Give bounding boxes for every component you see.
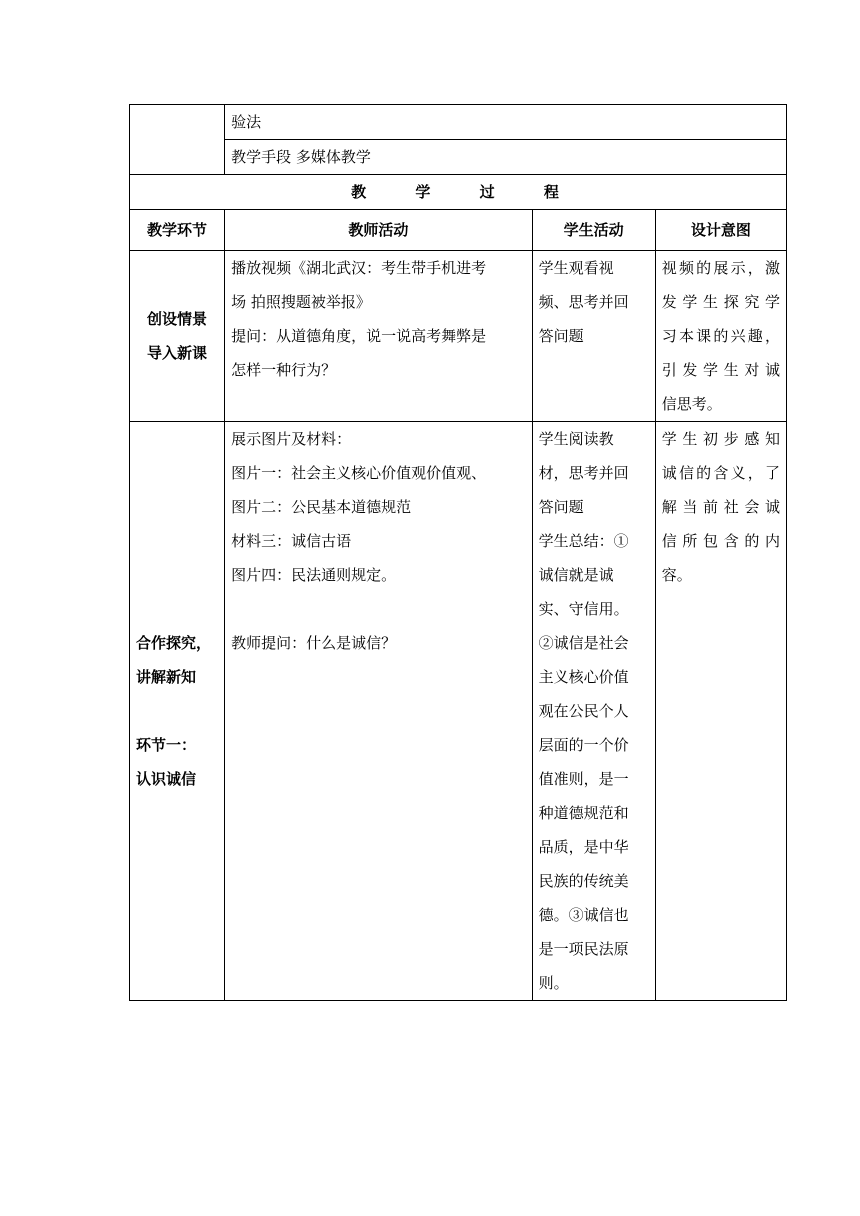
- intent-explore-line: 学生初步感知: [661, 430, 780, 448]
- teacher-intro-line: 提问：从道德角度，说一说高考舞弊是: [231, 327, 487, 345]
- student-intro-line: 答问题: [538, 327, 584, 345]
- student-explore: [532, 422, 655, 1001]
- teacher-question: 教师提问：什么是诚信？: [231, 634, 397, 652]
- student-explore-line: 种道德规范和: [538, 804, 629, 822]
- teacher-intro-line: 怎样一种行为？: [231, 361, 337, 379]
- intent-intro: [655, 251, 786, 422]
- teacher-explore-line: 材料三：诚信古语: [231, 532, 352, 550]
- stage-intro: [130, 251, 225, 422]
- student-explore-line: 值准则，是一: [538, 770, 629, 788]
- stage-intro-line: 导入新课: [147, 344, 208, 362]
- student-explore-line: 品质，是中华: [538, 838, 629, 856]
- stage-intro-line: 创设情景: [147, 310, 208, 328]
- student-explore-line: 民族的传统美: [538, 872, 629, 890]
- student-explore-line: 则。: [538, 974, 569, 992]
- blank-label-cell: [130, 105, 225, 175]
- method-row: [130, 105, 787, 140]
- student-explore-line: 学生总结：①: [538, 532, 629, 550]
- intent-explore-line: 容。: [661, 566, 692, 584]
- teacher-intro: [225, 251, 532, 422]
- stage-explore-line: 认识诚信: [136, 770, 197, 788]
- teacher-explore: [225, 422, 532, 1001]
- header-stage: 教学环节: [130, 210, 225, 251]
- teacher-explore-line: 图片一：社会主义核心价值观价值观、: [231, 464, 487, 482]
- teacher-explore-line: 图片四：民法通则规定。: [231, 566, 397, 584]
- stage-explore-line: 环节一：: [136, 736, 197, 754]
- intent-intro-line: 引发学生对诚: [661, 361, 780, 379]
- intent-explore-line: 解当前社会诚: [661, 498, 780, 516]
- student-explore-line: 材，思考并回: [538, 464, 629, 482]
- student-explore-line: 学生阅读教: [538, 430, 614, 448]
- intent-intro-line: 视频的展示，激: [661, 259, 780, 277]
- teacher-intro-line: 播放视频《湖北武汉：考生带手机进考: [231, 259, 487, 277]
- intent-explore-line: 诚信的含义，了: [661, 464, 780, 482]
- student-explore-line: ②诚信是社会: [538, 634, 629, 652]
- stage-explore-line: 合作探究，: [136, 634, 212, 652]
- student-intro-line: 学生观看视: [538, 259, 614, 277]
- section-title: 教 学 过 程: [130, 175, 787, 210]
- student-explore-line: 主义核心价值: [538, 668, 629, 686]
- teaching-means-cell: 教学手段 多媒体教学: [225, 140, 787, 175]
- intent-intro-line: 发学生探究学: [661, 293, 780, 311]
- method-cell: 验法: [225, 105, 787, 140]
- intent-intro-line: 习本课的兴趣，: [661, 327, 780, 345]
- intent-explore-line: 信所包含的内: [661, 532, 780, 550]
- student-explore-line: 答问题: [538, 498, 584, 516]
- student-explore-line: 观在公民个人: [538, 702, 629, 720]
- stage-explore: [130, 422, 225, 1001]
- row-explore: [130, 422, 787, 1001]
- student-intro: [532, 251, 655, 422]
- student-explore-line: 是一项民法原: [538, 940, 629, 958]
- student-explore-line: 德。③诚信也: [538, 906, 629, 924]
- stage-explore-line: 讲解新知: [136, 668, 197, 686]
- teacher-explore-line: 图片二：公民基本道德规范: [231, 498, 412, 516]
- student-explore-line: 实、守信用。: [538, 600, 629, 618]
- header-teacher: 教师活动: [225, 210, 532, 251]
- lesson-plan-table: [129, 104, 787, 1001]
- header-student: 学生活动: [532, 210, 655, 251]
- means-row: [130, 140, 787, 175]
- header-intent: 设计意图: [655, 210, 786, 251]
- intent-intro-line: 信思考。: [661, 395, 722, 413]
- section-title-row: [130, 175, 787, 210]
- student-intro-line: 频、思考并回: [538, 293, 629, 311]
- header-row: [130, 210, 787, 251]
- student-explore-line: 诚信就是诚: [538, 566, 614, 584]
- student-explore-line: 层面的一个价: [538, 736, 629, 754]
- teacher-intro-line: 场 拍照搜题被举报》: [231, 293, 371, 311]
- row-intro: [130, 251, 787, 422]
- teacher-explore-line: 展示图片及材料：: [231, 430, 352, 448]
- intent-explore: [655, 422, 786, 1001]
